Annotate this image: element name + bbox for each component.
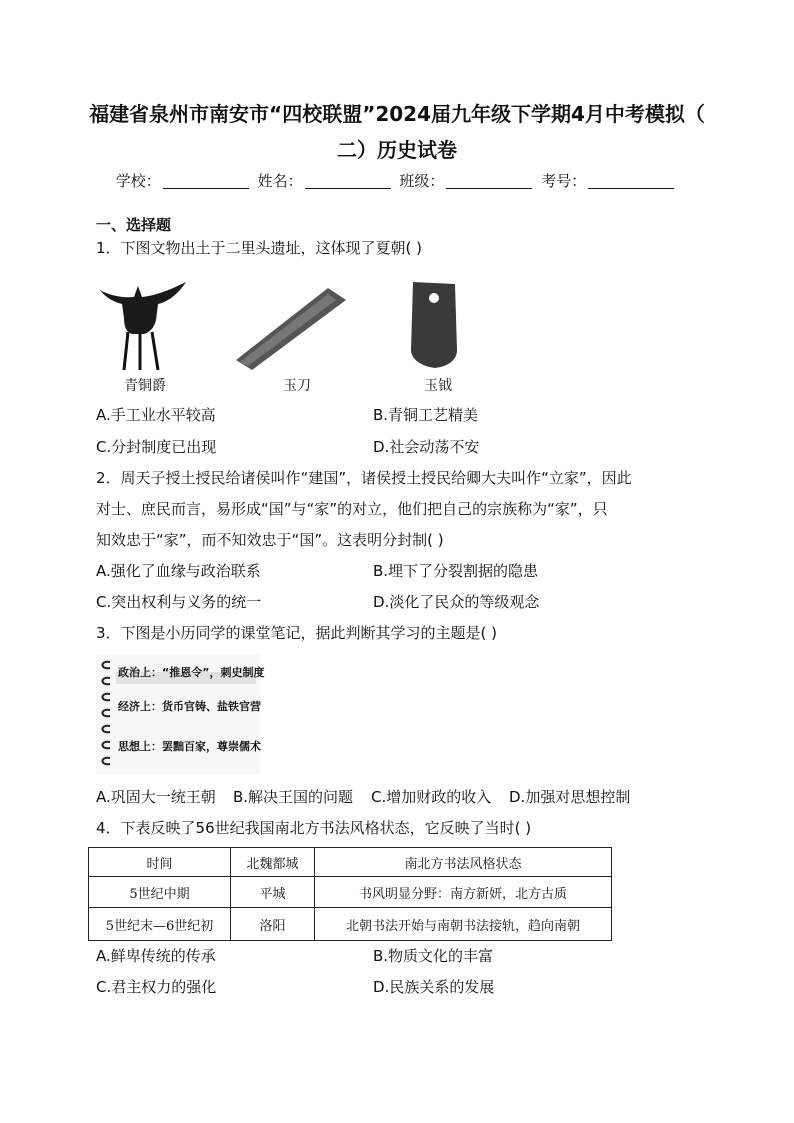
q4-stem: 4．下表反映了56世纪我国南北方书法风格状态，它反映了当时( ) (96, 819, 532, 837)
notebook-spiral-icon (98, 658, 114, 772)
q1-caption-3: 玉钺 (424, 378, 452, 394)
q4-option-c[interactable]: C.君主权力的强化 (96, 978, 217, 996)
page-title-line-1: 福建省泉州市南安市“四校联盟”2024届九年级下学期4月中考模拟（ (89, 102, 705, 126)
table-cell: 5世纪中期 (89, 877, 231, 908)
q4-option-b[interactable]: B.物质文化的丰富 (373, 947, 494, 965)
q4-option-d[interactable]: D.民族关系的发展 (373, 978, 495, 996)
table-header-cell: 时间 (89, 848, 231, 877)
table-row (89, 877, 612, 908)
q1-stem: 1．下图文物出土于二里头遗址，这体现了夏朝( ) (96, 239, 423, 257)
student-info-row (0, 170, 794, 191)
calligraphy-table (88, 847, 612, 941)
exam-no-blank[interactable] (588, 174, 674, 189)
q2-option-c[interactable]: C.突出权利与义务的统一 (96, 593, 262, 611)
q3-option-d[interactable]: D.加强对思想控制 (509, 788, 631, 806)
page-title-line-2: 二）历史试卷 (337, 138, 457, 162)
q1-option-a[interactable]: A.手工业水平较高 (96, 406, 216, 424)
q3-option-a[interactable]: A.巩固大一统王朝 (96, 788, 216, 806)
class-label: 班级： (399, 172, 445, 190)
table-header-cell: 北魏都城 (231, 848, 315, 877)
table-header-row (89, 848, 612, 877)
q1-option-b[interactable]: B.青铜工艺精美 (373, 406, 479, 424)
school-label: 学校： (115, 172, 161, 190)
table-row (89, 908, 612, 941)
bronze-jue-image (98, 280, 188, 372)
name-blank[interactable] (305, 174, 391, 189)
table-cell: 5世纪末—6世纪初 (89, 908, 231, 941)
table-header-cell: 南北方书法风格状态 (315, 848, 612, 877)
jade-knife-image (232, 284, 350, 372)
jade-yue-image (407, 280, 461, 370)
q3-option-b[interactable]: B.解决王国的问题 (233, 788, 354, 806)
q3-stem: 3．下图是小历同学的课堂笔记，据此判断其学习的主题是( ) (96, 624, 498, 642)
table-cell: 书风明显分野：南方新妍，北方古质 (315, 877, 612, 908)
q4-option-a[interactable]: A.鲜卑传统的传承 (96, 947, 216, 965)
q1-option-c[interactable]: C.分封制度已出现 (96, 438, 217, 456)
table-cell: 洛阳 (231, 908, 315, 941)
table-cell: 北朝书法开始与南朝书法接轨，趋向南朝 (315, 908, 612, 941)
q2-stem-line-2: 对士、庶民而言，易形成“国”与“家”的对立，他们把自己的宗族称为“家”，只 (96, 500, 608, 518)
q1-caption-2: 玉刀 (283, 378, 311, 394)
q2-option-b[interactable]: B.埋下了分裂割据的隐患 (373, 562, 539, 580)
q2-stem-line-1: 2．周天子授土授民给诸侯叫作“建国”，诸侯授土授民给卿大夫叫作“立家”，因此 (96, 469, 632, 487)
q1-caption-1: 青铜爵 (124, 378, 166, 394)
section-heading: 一、选择题 (96, 216, 172, 234)
exam-no-label: 考号： (541, 172, 587, 190)
note-line-3: 思想上：罢黜百家，尊崇儒术 (118, 740, 261, 753)
table-cell: 平城 (231, 877, 315, 908)
name-label: 姓名： (257, 172, 303, 190)
class-blank[interactable] (446, 174, 532, 189)
note-line-1: 政治上：“推恩令”，刺史制度 (118, 666, 265, 679)
q2-option-d[interactable]: D.淡化了民众的等级观念 (373, 593, 540, 611)
q2-stem-line-3: 知效忠于“家”，而不知效忠于“国”。这表明分封制( ) (96, 531, 444, 549)
q3-option-c[interactable]: C.增加财政的收入 (371, 788, 492, 806)
notebook-image (96, 654, 265, 774)
q1-option-d[interactable]: D.社会动荡不安 (373, 438, 480, 456)
school-blank[interactable] (163, 174, 249, 189)
note-line-2: 经济上：货币官铸、盐铁官营 (118, 700, 261, 713)
q2-option-a[interactable]: A.强化了血缘与政治联系 (96, 562, 261, 580)
